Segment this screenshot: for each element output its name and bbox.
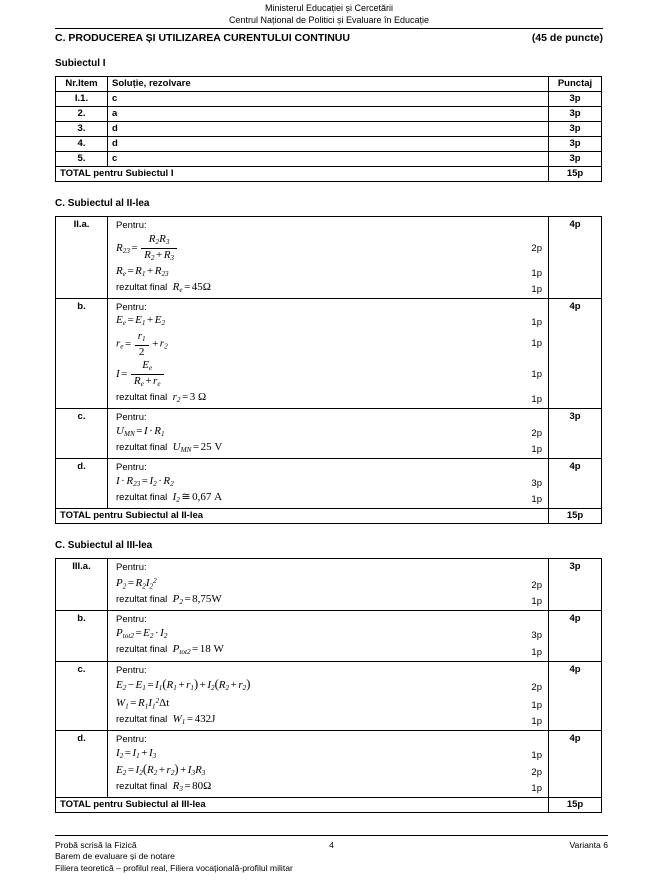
intro-text: Pentru: xyxy=(116,562,147,574)
row-item: c. xyxy=(56,409,108,459)
row-item: 3. xyxy=(56,122,108,137)
row-points: 4p xyxy=(549,299,602,409)
table-row xyxy=(56,459,602,509)
table-row xyxy=(56,107,602,122)
row-item: 5. xyxy=(56,152,108,167)
result-expression: rezultat final $U_{MN} = 25$ V xyxy=(116,441,223,455)
formula-line xyxy=(116,763,548,779)
row-item: d. xyxy=(56,730,108,797)
mark-value: 1p xyxy=(531,715,542,727)
table-row xyxy=(56,92,602,107)
row-solution xyxy=(108,611,549,661)
formula-line xyxy=(116,627,548,642)
footer-variant: Varianta 6 xyxy=(569,839,608,850)
footer-exam-name: Probă scrisă la Fizică xyxy=(55,839,137,850)
row-points: 3p xyxy=(549,409,602,459)
mark-value: 1p xyxy=(531,444,542,456)
intro-text: Pentru: xyxy=(116,733,147,745)
formula-work: $W_1 = R_1I_1^2\Delta t$ xyxy=(116,696,170,710)
result-line xyxy=(116,441,548,456)
section-title-row xyxy=(55,28,603,44)
intro-text: Pentru: xyxy=(116,412,147,424)
formula-line xyxy=(116,425,548,440)
document-header xyxy=(0,0,658,26)
row-solution xyxy=(108,559,549,611)
mark-value: 1p xyxy=(531,394,542,406)
formula-line xyxy=(116,233,548,264)
row-points: 4p xyxy=(549,661,602,730)
mark-value: 1p xyxy=(531,646,542,658)
table-header-row xyxy=(56,77,602,92)
table-total-row xyxy=(56,509,602,524)
mark-value: 2p xyxy=(531,242,542,254)
intro-text: Pentru: xyxy=(116,220,147,231)
subiect-2-table xyxy=(55,216,602,524)
subiect-1-table xyxy=(55,76,602,182)
col-header-solution: Soluție, rezolvare xyxy=(108,77,549,92)
formula-line xyxy=(116,359,548,390)
table-row xyxy=(56,217,602,299)
formula-line xyxy=(116,575,548,592)
subiect-3-label: C. Subiectul al III-lea xyxy=(55,540,153,552)
row-solution xyxy=(108,299,549,409)
row-item: I.1. xyxy=(56,92,108,107)
formula-line xyxy=(116,695,548,712)
formula-line xyxy=(116,475,548,490)
mark-value: 2p xyxy=(531,681,542,693)
result-expression: rezultat final $W_1 = 432J$ xyxy=(116,712,216,726)
result-expression: rezultat final $P_{tot2} = 18$ W xyxy=(116,643,224,657)
mark-value: 2p xyxy=(531,580,542,592)
mark-value: 1p xyxy=(531,284,542,296)
result-line xyxy=(116,593,548,608)
row-item: c. xyxy=(56,661,108,730)
table-row xyxy=(56,559,602,611)
row-item: b. xyxy=(56,299,108,409)
table-row xyxy=(56,137,602,152)
row-solution: c xyxy=(108,92,549,107)
row-item: b. xyxy=(56,611,108,661)
row-solution: d xyxy=(108,122,549,137)
intro-text: Pentru: xyxy=(116,302,147,314)
col-header-item: Nr.Item xyxy=(56,77,108,92)
result-expression: rezultat final $P_2 = 8,75W$ xyxy=(116,593,222,607)
row-item: d. xyxy=(56,459,108,509)
mark-value: 1p xyxy=(531,596,542,608)
formula-line xyxy=(116,747,548,762)
ministry-line-1: Ministerul Educației și Cercetării xyxy=(264,3,394,13)
formula-line xyxy=(116,265,548,280)
formula-ptot2: $P_{tot2} = E_2 \cdot I_2$ xyxy=(116,627,168,641)
total-points: 15p xyxy=(549,167,602,182)
section-points: (45 de puncte) xyxy=(531,32,603,44)
footer-line-3: Filiera teoretică – profilul real, Filiera vocațională-profilul militar xyxy=(55,862,293,873)
formula-current: I = $\frac{E_e}{R_e + r_e}$ xyxy=(116,359,176,390)
result-line xyxy=(116,281,548,296)
row-solution xyxy=(108,217,549,299)
subiect-2-label: C. Subiectul al II-lea xyxy=(55,198,150,209)
result-line xyxy=(116,643,548,658)
mark-value: 1p xyxy=(531,699,542,711)
mark-value: 1p xyxy=(531,782,542,794)
row-points: 3p xyxy=(549,152,602,167)
row-solution xyxy=(108,661,549,730)
table-total-row xyxy=(56,167,602,182)
col-header-points: Punctaj xyxy=(549,77,602,92)
result-line xyxy=(116,391,548,406)
row-item: 2. xyxy=(56,107,108,122)
page-title: C. PRODUCEREA ȘI UTILIZAREA CURENTULUI CONTINUU xyxy=(55,32,350,44)
mark-value: 2p xyxy=(531,766,542,778)
row-item: III.a. xyxy=(56,559,108,611)
formula-kirchhoff-loop: $E_2 = I_2(R_2 + r_2) + I_3R_3$ xyxy=(116,761,206,777)
formula-line xyxy=(116,330,548,358)
row-points: 3p xyxy=(549,92,602,107)
footer-top-row xyxy=(55,840,608,852)
result-line xyxy=(116,491,548,506)
formula-re: $R_e = R_1 + R_{23}$ xyxy=(116,265,169,279)
table-row xyxy=(56,152,602,167)
mark-value: 2p xyxy=(531,428,542,440)
row-points: 3p xyxy=(549,107,602,122)
result-expression: rezultat final $R_e = 45\Omega$ xyxy=(116,281,211,295)
total-label: TOTAL pentru Subiectul al II-lea xyxy=(56,509,549,524)
ministry-line-2: Centrul Național de Politici și Evaluare în Educație xyxy=(228,14,430,25)
table-row xyxy=(56,299,602,409)
mark-value: 3p xyxy=(531,478,542,490)
formula-line xyxy=(116,314,548,329)
intro-text: Pentru: xyxy=(116,664,147,676)
mark-value: 1p xyxy=(531,338,542,350)
mark-value: 1p xyxy=(531,268,542,280)
row-points: 3p xyxy=(549,137,602,152)
table-row xyxy=(56,661,602,730)
intro-text: Pentru: xyxy=(116,462,147,474)
formula-ee: $E_e = E_1 + E_2$ xyxy=(116,314,166,328)
row-solution: c xyxy=(108,152,549,167)
row-points: 3p xyxy=(549,122,602,137)
mark-value: 1p xyxy=(531,368,542,380)
formula-re-b: $r_e$ = $\frac{r_1}{2}$ + $r_2$ xyxy=(116,329,168,358)
result-expression: rezultat final $I_2$ ≅ 0,67 A xyxy=(116,491,223,505)
table-row xyxy=(56,730,602,797)
table-row xyxy=(56,611,602,661)
table-total-row xyxy=(56,797,602,812)
row-solution xyxy=(108,459,549,509)
total-points: 15p xyxy=(549,509,602,524)
formula-p2: $P_2 = R_2I_2^2$ xyxy=(116,577,157,591)
mark-value: 1p xyxy=(531,749,542,761)
subiect-3-table xyxy=(55,558,602,813)
formula-ir23: $I \cdot R_{23} = I_2 \cdot R_2$ xyxy=(116,475,174,489)
total-points: 15p xyxy=(549,797,602,812)
document-footer xyxy=(55,835,608,875)
formula-umn: $U_{MN} = I \cdot R_1$ xyxy=(116,425,165,439)
intro-text: Pentru: xyxy=(116,614,147,626)
row-item: 4. xyxy=(56,137,108,152)
row-points: 4p xyxy=(549,459,602,509)
footer-page-number: 4 xyxy=(329,839,334,850)
mark-value: 1p xyxy=(531,317,542,329)
row-solution: d xyxy=(108,137,549,152)
row-solution xyxy=(108,730,549,797)
row-points: 4p xyxy=(549,611,602,661)
row-item: II.a. xyxy=(56,217,108,299)
result-line xyxy=(116,780,548,795)
subiect-1-label: Subiectul I xyxy=(55,58,106,69)
row-solution xyxy=(108,409,549,459)
footer-line-2: Barem de evaluare și de notare xyxy=(55,851,175,861)
formula-line xyxy=(116,678,548,694)
formula-kirchhoff-node: $I_2 = I_1 + I_3$ xyxy=(116,746,157,760)
table-row xyxy=(56,122,602,137)
result-expression: rezultat final $R_3 = 80\Omega$ xyxy=(116,779,212,793)
row-points: 3p xyxy=(549,559,602,611)
formula-r23: $R_{23}$ = $\frac{R_2R_3}{R_2 + R_3}$ xyxy=(116,233,189,264)
total-label: TOTAL pentru Subiectul I xyxy=(56,167,549,182)
total-label: TOTAL pentru Subiectul al III-lea xyxy=(56,797,549,812)
formula-emf-loop: $E_2 - E_1 = I_1(R_1 + r_1) + I_2(R_2 + r_2)$ xyxy=(116,676,251,692)
row-points: 4p xyxy=(549,730,602,797)
row-points: 4p xyxy=(549,217,602,299)
result-line xyxy=(116,713,548,728)
row-solution: a xyxy=(108,107,549,122)
table-row xyxy=(56,409,602,459)
mark-value: 1p xyxy=(531,494,542,506)
result-expression: rezultat final $r_2 = 3$ Ω xyxy=(116,391,207,405)
mark-value: 3p xyxy=(531,630,542,642)
